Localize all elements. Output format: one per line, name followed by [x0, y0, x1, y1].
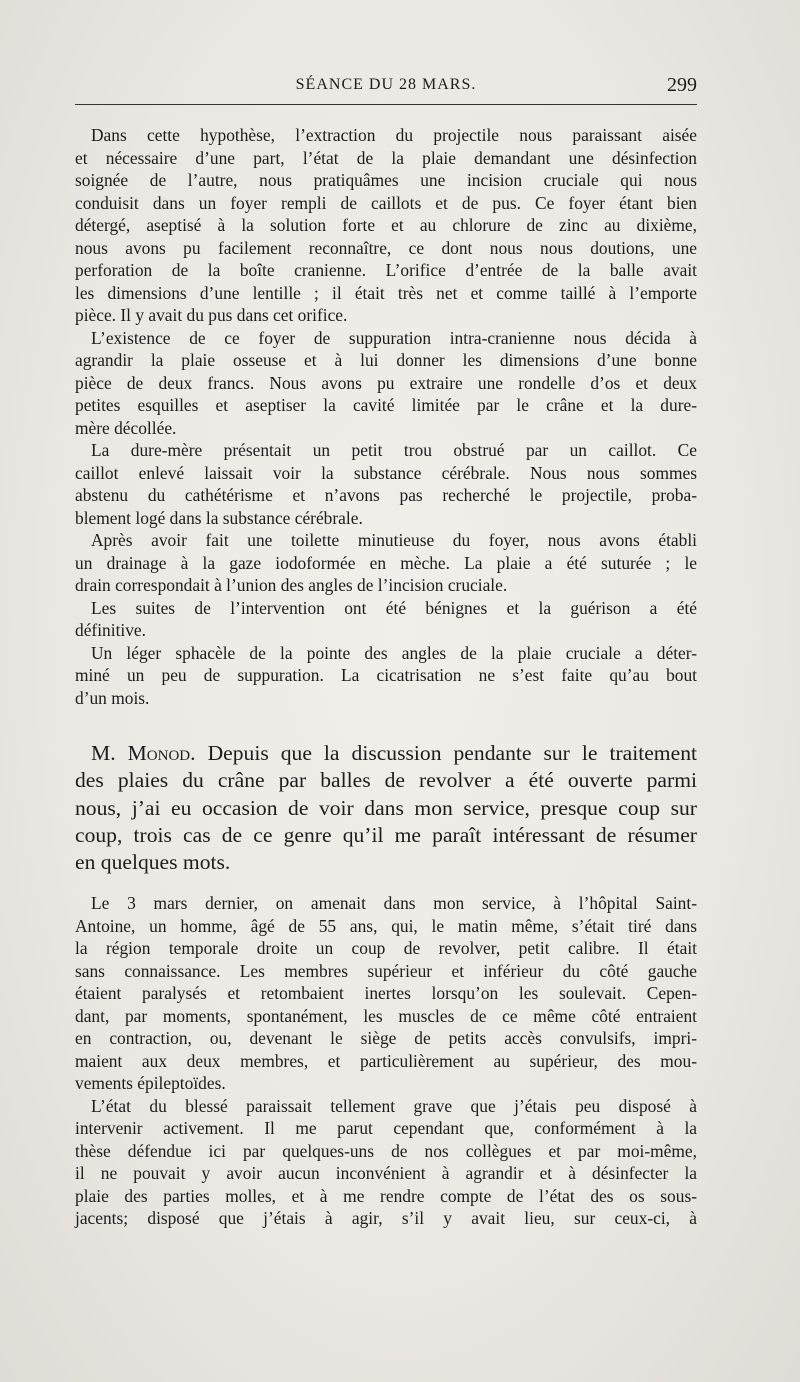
text-line: blement logé dans la substance cérébrale. [75, 507, 363, 528]
text-line: mère décollée. [75, 417, 177, 438]
text-line: perforation de la boîte cranienne. L’orifice d’entrée de la balle avait [75, 260, 697, 280]
text-line: coup, trois cas de ce genre qu’il me paraît intéressant de résumer [75, 822, 697, 847]
text-line: dant, par moments, spontanément, les muscles de ce même côté entraient [75, 1005, 697, 1026]
text-line: détergé, aseptisé à la solution forte et au chlorure de zinc au dixième, [75, 215, 697, 235]
text-line: définitive. [75, 620, 146, 640]
text-line: Le 3 mars dernier, on amenait dans mon service, à l’hôpital Saint- [91, 893, 697, 913]
paragraph [75, 740, 697, 876]
text-line: miné un peu de suppuration. La cicatrisation ne s’est faite qu’au bout [75, 665, 697, 685]
text-line: sans connaissance. Les membres supérieur et inférieur du côté gauche [75, 960, 697, 981]
paragraph [75, 327, 697, 440]
text-line: étaient paralysés et retombaient inertes lorsqu’on les soulevait. Cepen- [75, 983, 697, 1003]
text-line: il ne pouvait y avoir aucun inconvénient à agrandir et à désinfecter la [75, 1163, 697, 1183]
text-line: en contraction, ou, devenant le siège de petits accès convulsifs, impri- [75, 1028, 697, 1048]
text-line: caillot enlevé laissait voir la substance cérébrale. Nous nous sommes [75, 462, 697, 483]
text-line: et nécessaire d’une part, l’état de la plaie demandant une désinfection [75, 147, 697, 168]
text-line: thèse défendue ici par quelques-uns de nos collègues et par moi-même, [75, 1140, 697, 1161]
text-line: la région temporale droite un coup de revolver, petit calibre. Il était [75, 938, 697, 958]
page-number: 299 [667, 74, 697, 96]
text-line: des plaies du crâne par balles de revolver a été ouverte parmi [75, 768, 697, 793]
paragraph [75, 597, 697, 642]
monod-statement [75, 740, 697, 876]
text-line: maient aux deux membres, et particulièrement au supérieur, des mou- [75, 1050, 697, 1071]
case-description [75, 892, 697, 1230]
paragraph [75, 529, 697, 597]
text-line: vements épileptoïdes. [75, 1073, 226, 1093]
text-line: abstenu du cathétérisme et n’avons pas recherché le projectile, proba- [75, 485, 697, 505]
case-report-continuation [75, 124, 697, 709]
text-line: pièce de deux francs. Nous avons pu extraire une rondelle d’os et deux [75, 372, 697, 393]
text-line: petites esquilles et aseptiser la cavité limitée par le crâne et la dure- [75, 395, 697, 415]
text-line: en quelques mots. [75, 850, 231, 875]
text-line: Les suites de l’intervention ont été bénignes et la guérison a été [91, 597, 697, 618]
text-line: un drainage à la gaze iodoformée en mèche. La plaie a été suturée ; le [75, 552, 697, 573]
text-line: pièce. Il y avait du pus dans cet orifice. [75, 305, 348, 325]
paragraph [75, 1095, 697, 1230]
text-line: jacents; disposé que j’étais à agir, s’il y avait lieu, sur ceux-ci, à [75, 1208, 697, 1228]
text-line: d’un mois. [75, 687, 150, 708]
paragraph [75, 124, 697, 327]
text-line: intervenir activement. Il me parut cependant que, conformément à la [75, 1118, 697, 1138]
text-line: L’existence de ce foyer de suppuration intra-cranienne nous décida à [91, 327, 697, 348]
text-line: nous avons pu facilement reconnaître, ce dont nous nous doutions, une [75, 237, 697, 258]
text-line: L’état du blessé paraissait tellement grave que j’étais peu disposé à [91, 1095, 697, 1116]
paragraph [75, 642, 697, 710]
text-line: Antoine, un homme, âgé de 55 ans, qui, le matin même, s’était tiré dans [75, 915, 697, 936]
text-line: plaie des parties molles, et à me rendre compte de l’état des os sous- [75, 1185, 697, 1206]
text-line: les dimensions d’une lentille ; il était très net et comme taillé à l’emporte [75, 282, 697, 303]
text-line: Dans cette hypothèse, l’extraction du projectile nous paraissant aisée [91, 125, 697, 145]
text-line [75, 740, 697, 767]
text-fragment: Depuis que la discussion pendante sur le traitement [207, 741, 697, 765]
header-rule [75, 104, 697, 105]
text-line: soignée de l’autre, nous pratiquâmes une incision cruciale qui nous [75, 170, 697, 190]
text-line: drain correspondait à l’union des angles de l’incision cruciale. [75, 575, 508, 595]
speaker-name: M. Monod. [91, 741, 196, 765]
text-line: Un léger sphacèle de la pointe des angles de la plaie cruciale a déter- [91, 642, 697, 663]
paragraph [75, 892, 697, 1095]
text-line: La dure-mère présentait un petit trou obstrué par un caillot. Ce [91, 440, 697, 460]
text-line: nous, j’ai eu occasion de voir dans mon service, presque coup sur [75, 795, 697, 820]
text-line: conduisit dans un foyer rempli de caillots et de pus. Ce foyer étant bien [75, 192, 697, 213]
text-line: Après avoir fait une toilette minutieuse du foyer, nous avons établi [91, 530, 697, 550]
running-head: SÉANCE DU 28 MARS. [295, 76, 477, 93]
page-header [75, 74, 697, 100]
paragraph [75, 439, 697, 529]
text-line: agrandir la plaie osseuse et à lui donner les dimensions d’une bonne [75, 350, 697, 370]
